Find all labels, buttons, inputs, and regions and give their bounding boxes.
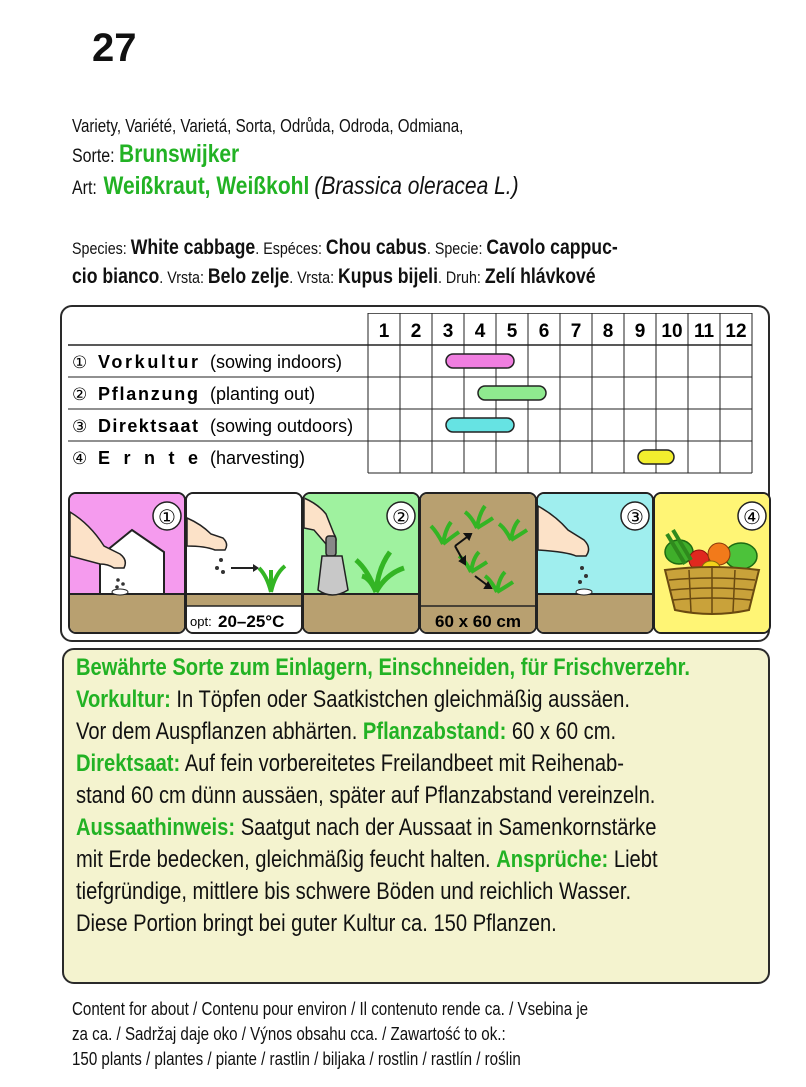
month-label: 4	[474, 321, 486, 342]
species-lang-value: Zelí hlávkové	[484, 265, 596, 288]
month-label: 6	[538, 321, 550, 342]
species-lang-label: Specie:	[434, 239, 487, 258]
calendar-bar	[446, 354, 514, 368]
calendar-row-name: Direktsaat	[98, 416, 198, 436]
month-label: 5	[506, 321, 518, 342]
species-name-value: Weißkraut, Weißkohl	[103, 172, 310, 200]
species-lang-label: Druh:	[445, 268, 485, 287]
species-lang-label: Espéces:	[263, 239, 326, 258]
species-lang-value: White cabbage	[130, 236, 256, 259]
species-lang-label: Vrsta:	[297, 268, 339, 287]
calendar-row-symbol: ③	[72, 417, 88, 436]
month-label: 1	[378, 321, 390, 342]
packet-number: 27	[92, 26, 137, 70]
pictogram-germination	[185, 492, 303, 634]
pictogram-planting-out	[302, 492, 420, 634]
calendar-row-symbol: ④	[72, 449, 88, 468]
info-label-aussaathinweis: Aussaathinweis:	[76, 814, 236, 841]
pictogram-badge: ④	[743, 505, 761, 529]
pictogram-badge: ②	[392, 505, 410, 529]
species-separator: .	[255, 239, 260, 258]
month-label: 12	[725, 321, 747, 342]
calendar-row-symbol: ①	[72, 353, 88, 372]
info-label-pflanzabstand: Pflanzabstand:	[362, 718, 507, 745]
info-label-ansprueche: Ansprüche:	[496, 846, 609, 873]
info-label-vorkultur: Vorkultur:	[76, 686, 171, 713]
calendar-row-name: Pflanzung	[98, 384, 198, 404]
calendar-row-description: (sowing indoors)	[210, 352, 343, 372]
species-separator: .	[437, 268, 442, 287]
variety-name-value: Brunswijker	[119, 140, 240, 168]
calendar-row-description: (harvesting)	[210, 448, 306, 468]
pictogram-sowing-indoors	[68, 492, 186, 634]
info-label-direktsaat: Direktsaat:	[76, 750, 181, 777]
calendar-bar	[638, 450, 674, 464]
month-label: 7	[570, 321, 582, 342]
calendar-bar	[446, 418, 514, 432]
calendar-row-name: Ernte	[98, 448, 198, 468]
calendar-row-name: Vorkultur	[98, 352, 198, 372]
pictogram-spacing	[419, 492, 537, 634]
species-name: Art: Weißkraut, Weißkohl (Brassica oleracea L.)	[72, 172, 519, 200]
species-translations	[72, 234, 722, 292]
growing-calendar	[68, 313, 760, 478]
species-lang-value: cio bianco	[72, 265, 160, 288]
pictogram-badge: ③	[626, 505, 644, 529]
month-label: 3	[442, 321, 454, 342]
info-headline: Bewährte Sorte zum Einlagern, Einschneiden, für Frischverzehr.	[76, 654, 690, 681]
species-separator: .	[426, 239, 431, 258]
latin-name: (Brassica oleracea L.)	[314, 172, 519, 200]
species-lang-label: Vrsta:	[167, 268, 208, 287]
calendar-row-description: (planting out)	[210, 384, 316, 404]
cultivation-info-text: Bewährte Sorte zum Einlagern, Einschneiden, für Frischverzehr. Vorkultur: In Töpfen oder Saatkistchen gleichmäßig aussäen. Vor dem Auspflanzen abhärten. Pflanzabstand: 60 x 60 cm. Direktsaat: Auf fein vorbereitetes Freilandbeet mit Reihenab- stand 60 cm dünn aussäen, später auf Pflanzabstand vereinzeln. Aussaathinweis: Saatgut nach der Aussaat in Samenkornstärke mit Erde bedecken, gleichmäßig feucht halten. Ansprüche: Liebt tiefgründige, mittlere bis schwere Böden und reichlich Wasser. Diese Portion bringt bei guter Kultur ca. 150 Pflanzen.	[76, 654, 690, 937]
pictogram-badge: ①	[158, 505, 176, 529]
optimum-label: opt:	[190, 614, 212, 629]
species-lang-value: Belo zelje	[207, 265, 290, 288]
species-separator: .	[159, 268, 164, 287]
spacing-value: 60 x 60 cm	[434, 612, 522, 631]
species-separator: .	[289, 268, 294, 287]
month-label: 8	[602, 321, 614, 342]
species-lang-value: Chou cabus	[325, 236, 427, 259]
month-label: 9	[634, 321, 646, 342]
pictogram-sowing-outdoors	[536, 492, 654, 634]
species-lang-value: Cavolo cappuc-	[486, 236, 618, 259]
species-lang-label: Species:	[72, 239, 131, 258]
species-lang-value: Kupus bijeli	[338, 265, 438, 288]
calendar-row-symbol: ②	[72, 385, 88, 404]
month-label: 10	[661, 321, 683, 342]
month-label: 2	[410, 321, 422, 342]
pictogram-harvesting	[653, 492, 771, 634]
content-footer: Content for about / Contenu pour environ / Il contenuto rende ca. / Vsebina je za ca. / Sadržaj daje oko / Výnos obsahu cca. / Zawartość to ok.: 150 plants / plantes / piante / rastlin / biljaka / rostlin / rastlín / roślin	[72, 999, 589, 1069]
month-label: 11	[693, 321, 715, 342]
variety-line: Variety, Variété, Varietá, Sorta, Odrůda, Odroda, Odmiana,	[72, 116, 464, 136]
temperature-value: 20–25°C	[218, 612, 285, 631]
calendar-bar	[478, 386, 546, 400]
calendar-row-description: (sowing outdoors)	[210, 416, 354, 436]
variety-name: Sorte: Brunswijker	[72, 140, 240, 168]
